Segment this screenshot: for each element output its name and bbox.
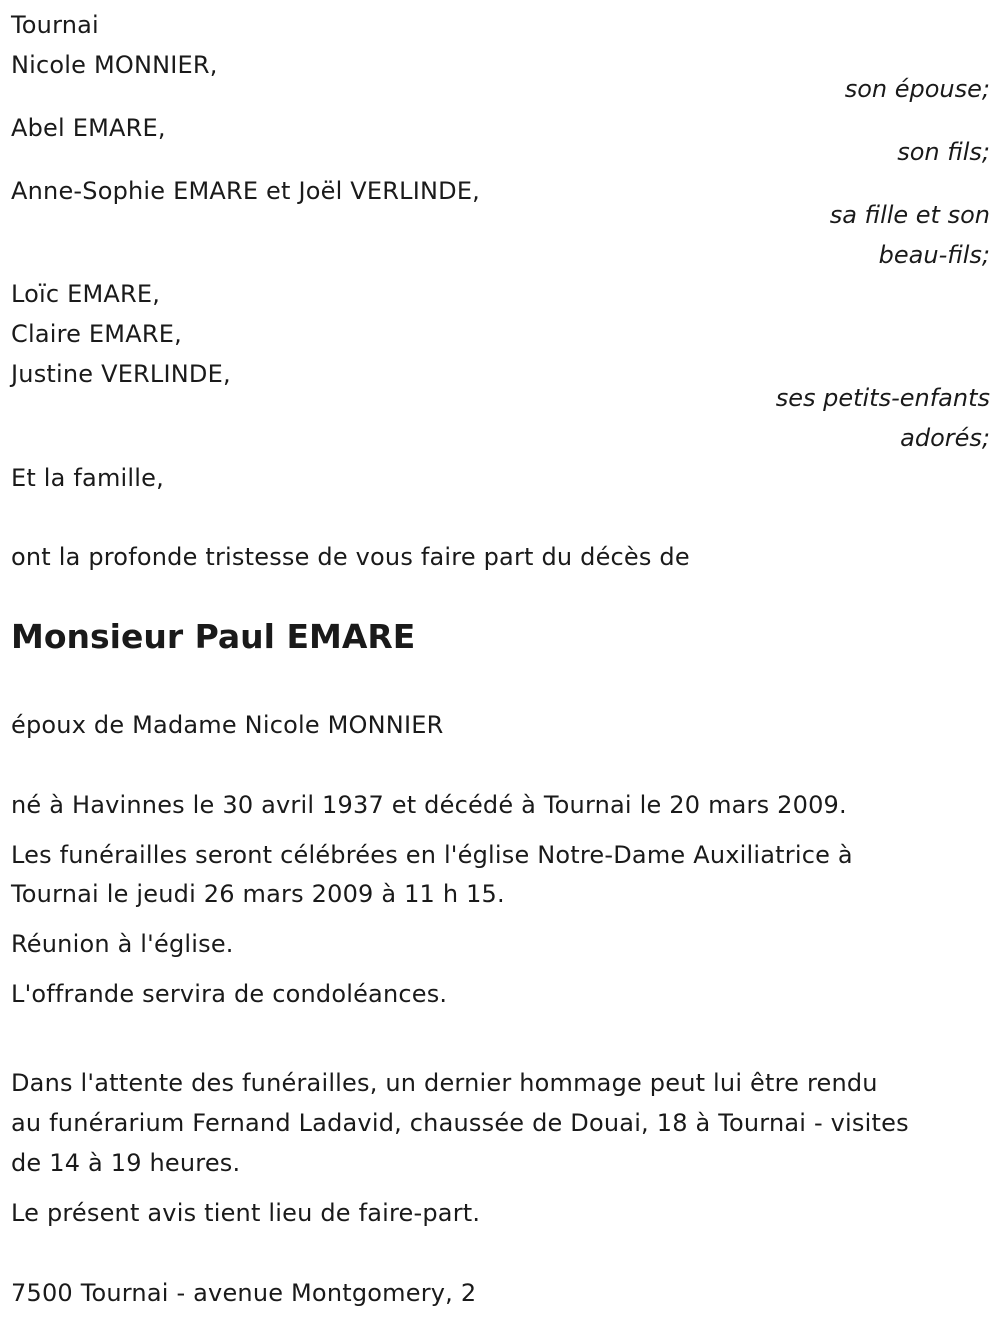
address-text: 7500 Tournai - avenue Montgomery, 2	[11, 1279, 477, 1307]
meeting-text: Réunion à l'église.	[11, 930, 234, 958]
funeral-text-line2: Tournai le jeudi 26 mars 2009 à 11 h 15.	[11, 880, 505, 908]
son-relation: son fils;	[897, 138, 990, 166]
extended-family: Et la famille,	[11, 464, 164, 492]
homage-text-line3: de 14 à 19 heures.	[11, 1149, 241, 1177]
daughter-names: Anne-Sophie EMARE et Joël VERLINDE,	[11, 177, 481, 205]
daughter-relation-line2: beau-fils;	[878, 241, 990, 269]
spouse-of-text: époux de Madame Nicole MONNIER	[11, 711, 444, 739]
grandchildren-relation-line2: adorés;	[900, 424, 990, 452]
grandchild-name: Justine VERLINDE,	[11, 360, 231, 388]
homage-text-line1: Dans l'attente des funérailles, un dernier hommage peut lui être rendu	[11, 1069, 878, 1097]
grandchild-name: Claire EMARE,	[11, 320, 182, 348]
homage-text-line2: au funérarium Fernand Ladavid, chaussée de Douai, 18 à Tournai - visites	[11, 1109, 909, 1137]
funeral-text-line1: Les funérailles seront célébrées en l'église Notre-Dame Auxiliatrice à	[11, 841, 853, 869]
son-name: Abel EMARE,	[11, 114, 166, 142]
spouse-relation: son épouse;	[844, 75, 990, 103]
notice-text: Le présent avis tient lieu de faire-part.	[11, 1199, 481, 1227]
grandchildren-relation-line1: ses petits-enfants	[775, 384, 990, 412]
city-header: Tournai	[11, 11, 99, 39]
daughter-relation-line1: sa fille et son	[829, 201, 990, 229]
deceased-name: Monsieur Paul EMARE	[11, 617, 416, 656]
spouse-name: Nicole MONNIER,	[11, 51, 218, 79]
grandchild-name: Loïc EMARE,	[11, 280, 161, 308]
announcement-text: ont la profonde tristesse de vous faire part du décès de	[11, 543, 690, 571]
offering-text: L'offrande servira de condoléances.	[11, 980, 448, 1008]
birth-death-text: né à Havinnes le 30 avril 1937 et décédé à Tournai le 20 mars 2009.	[11, 791, 847, 819]
